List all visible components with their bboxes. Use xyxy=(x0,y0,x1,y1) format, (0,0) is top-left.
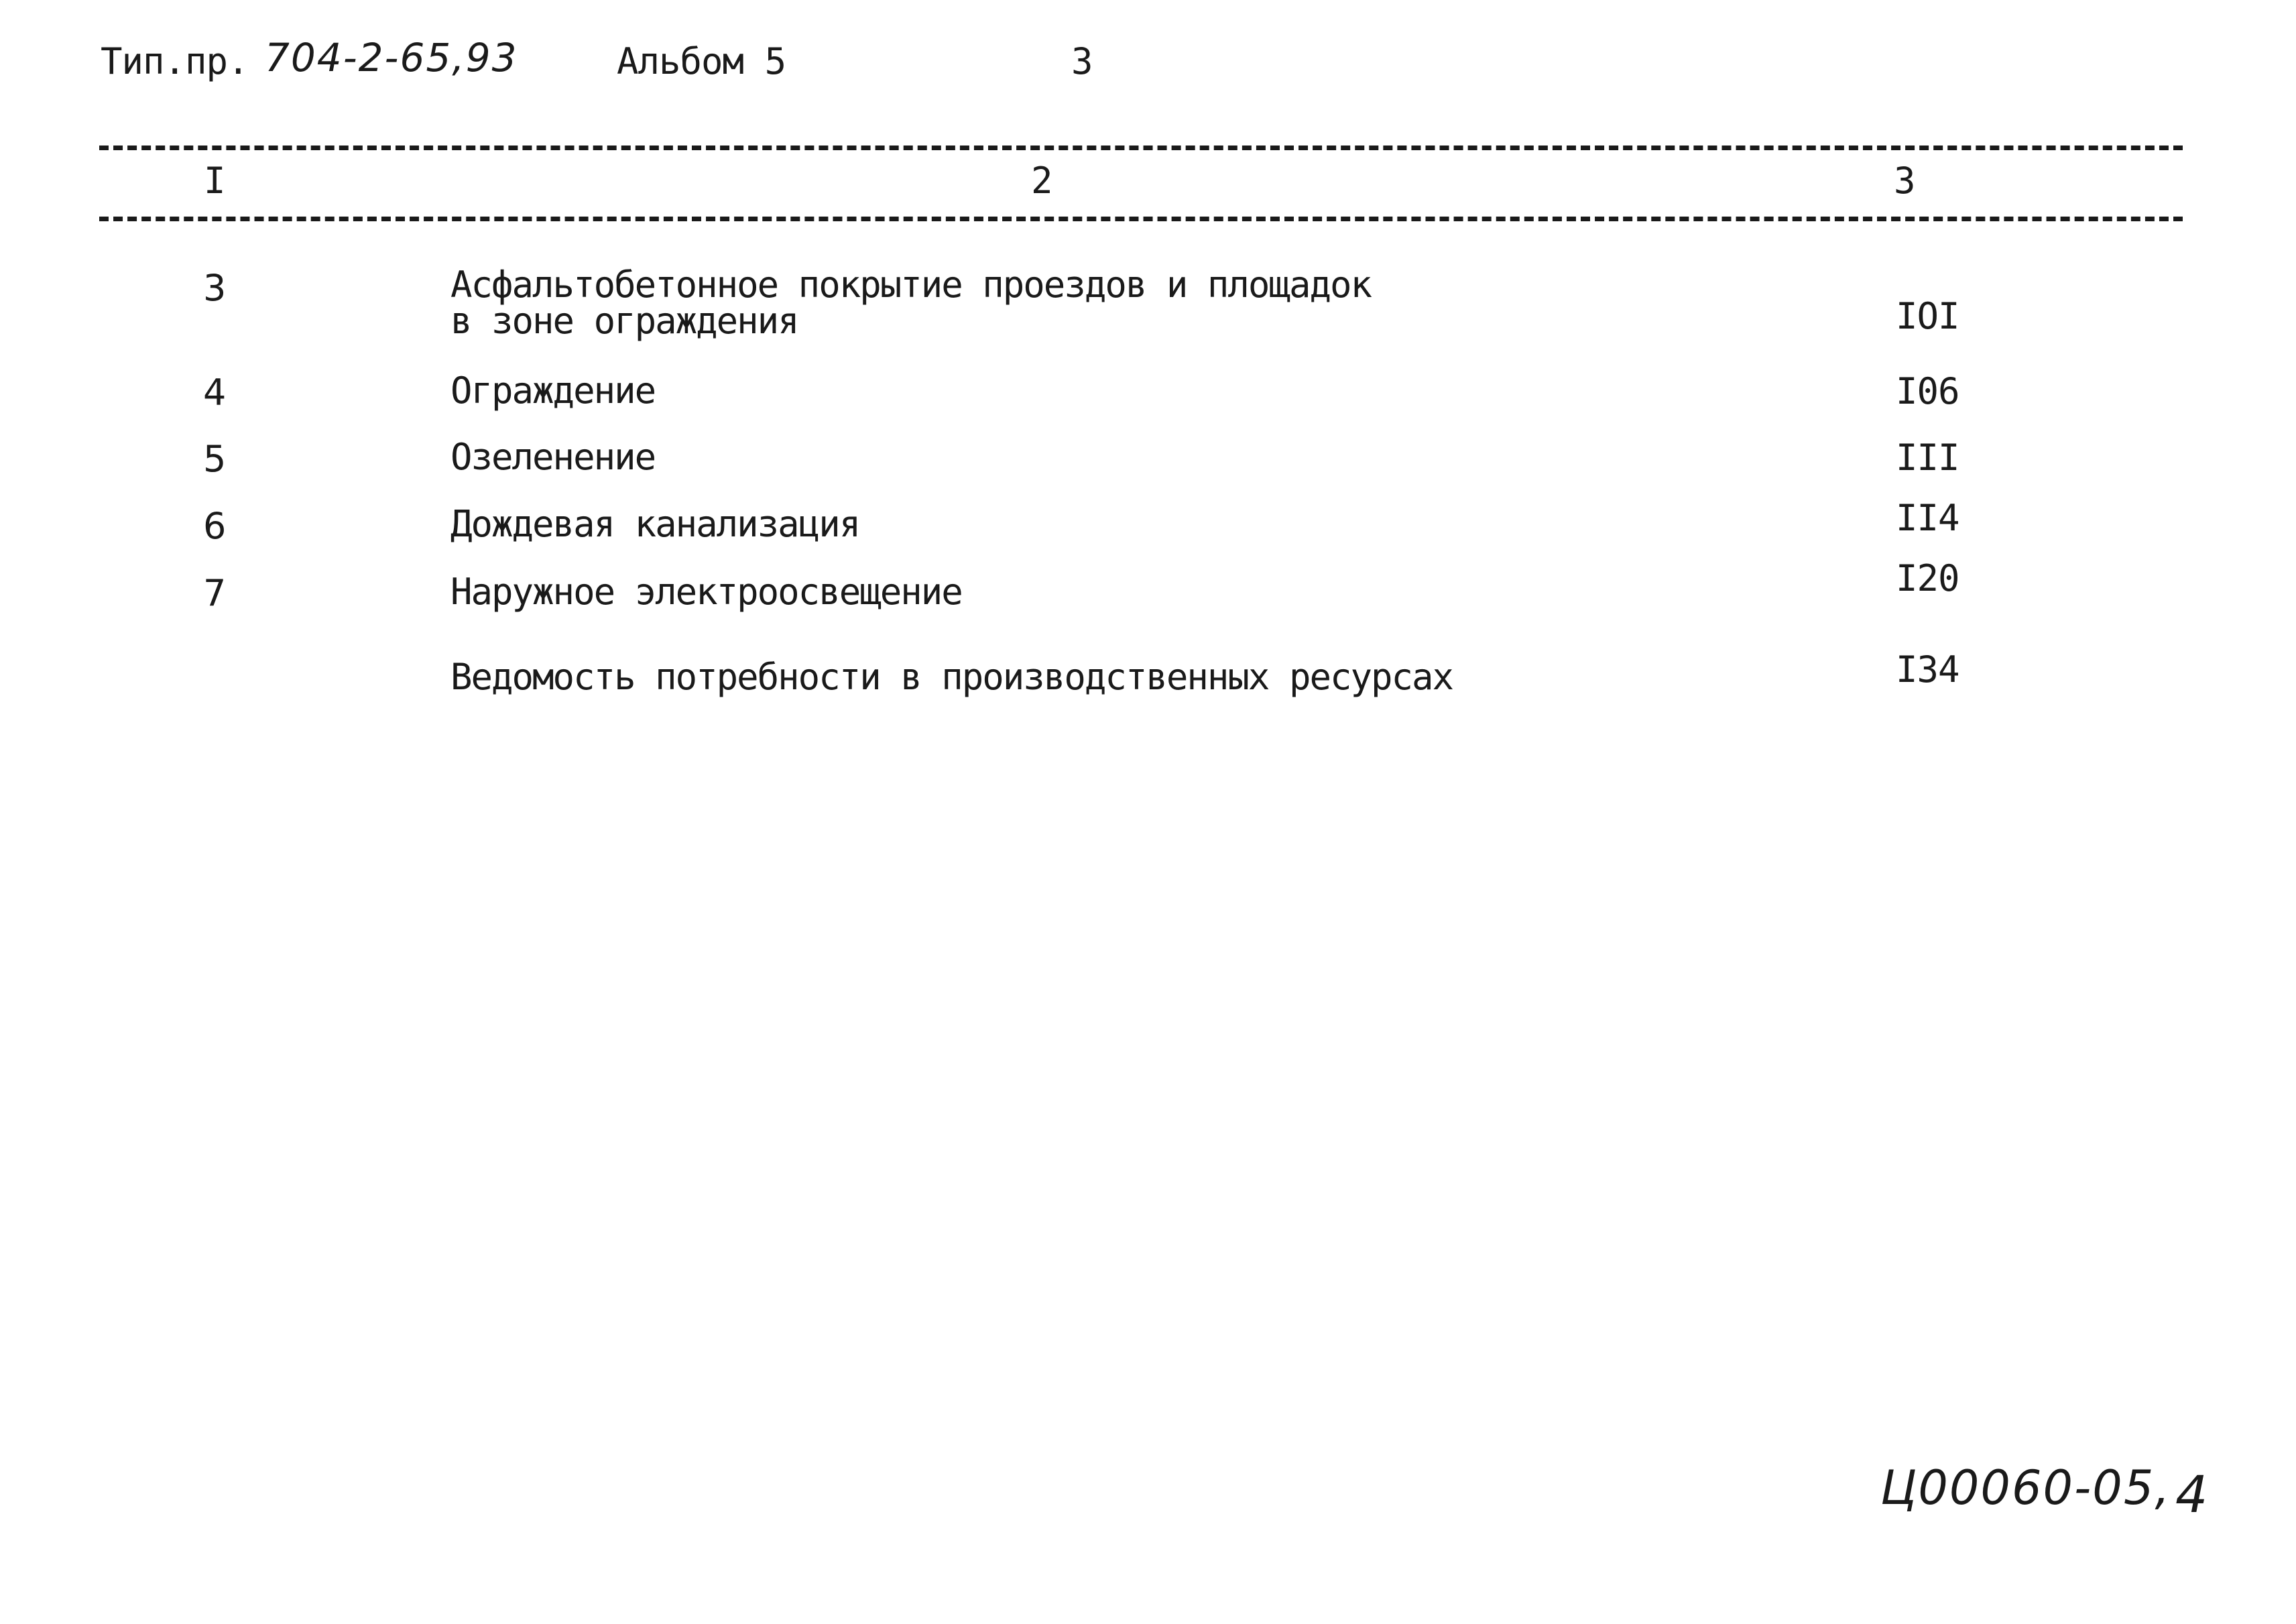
row-page: I20 xyxy=(1896,557,1959,599)
table-top-rule xyxy=(99,146,2183,150)
row-title: Озеленение xyxy=(450,436,656,478)
row-number: 6 xyxy=(203,505,227,547)
row-title: Ограждение xyxy=(450,369,656,412)
row-number: 3 xyxy=(203,267,227,309)
row-page: III xyxy=(1896,437,1959,479)
row-page: I06 xyxy=(1896,370,1959,412)
row-page: I34 xyxy=(1896,648,1959,691)
album-label: Альбом 5 xyxy=(617,40,786,82)
document-stamp: Ц00060-05, xyxy=(1880,1460,2171,1515)
project-type-label: Тип.пр. xyxy=(101,40,249,82)
column-header-1: I xyxy=(204,160,226,202)
project-number: 704-2-65,93 xyxy=(265,35,518,80)
row-page: IOI xyxy=(1896,295,1959,337)
row-number: 7 xyxy=(203,572,227,614)
column-header-2: 2 xyxy=(1031,160,1053,202)
row-title: Наружное электроосвещение xyxy=(450,571,962,613)
page-number: 3 xyxy=(1071,40,1093,82)
row-title: Ведомость потребности в производственных ресурсах xyxy=(450,656,1453,698)
sheet-number: 4 xyxy=(2175,1464,2208,1524)
row-title: Асфальтобетонное покрытие проездов и площадок в зоне ограждения xyxy=(450,264,1371,342)
row-page: II4 xyxy=(1896,497,1959,539)
row-number: 4 xyxy=(203,371,227,414)
row-title: Дождевая канализация xyxy=(450,503,860,545)
column-header-3: 3 xyxy=(1894,160,1916,202)
row-number: 5 xyxy=(203,438,227,480)
table-header-rule xyxy=(99,217,2183,221)
